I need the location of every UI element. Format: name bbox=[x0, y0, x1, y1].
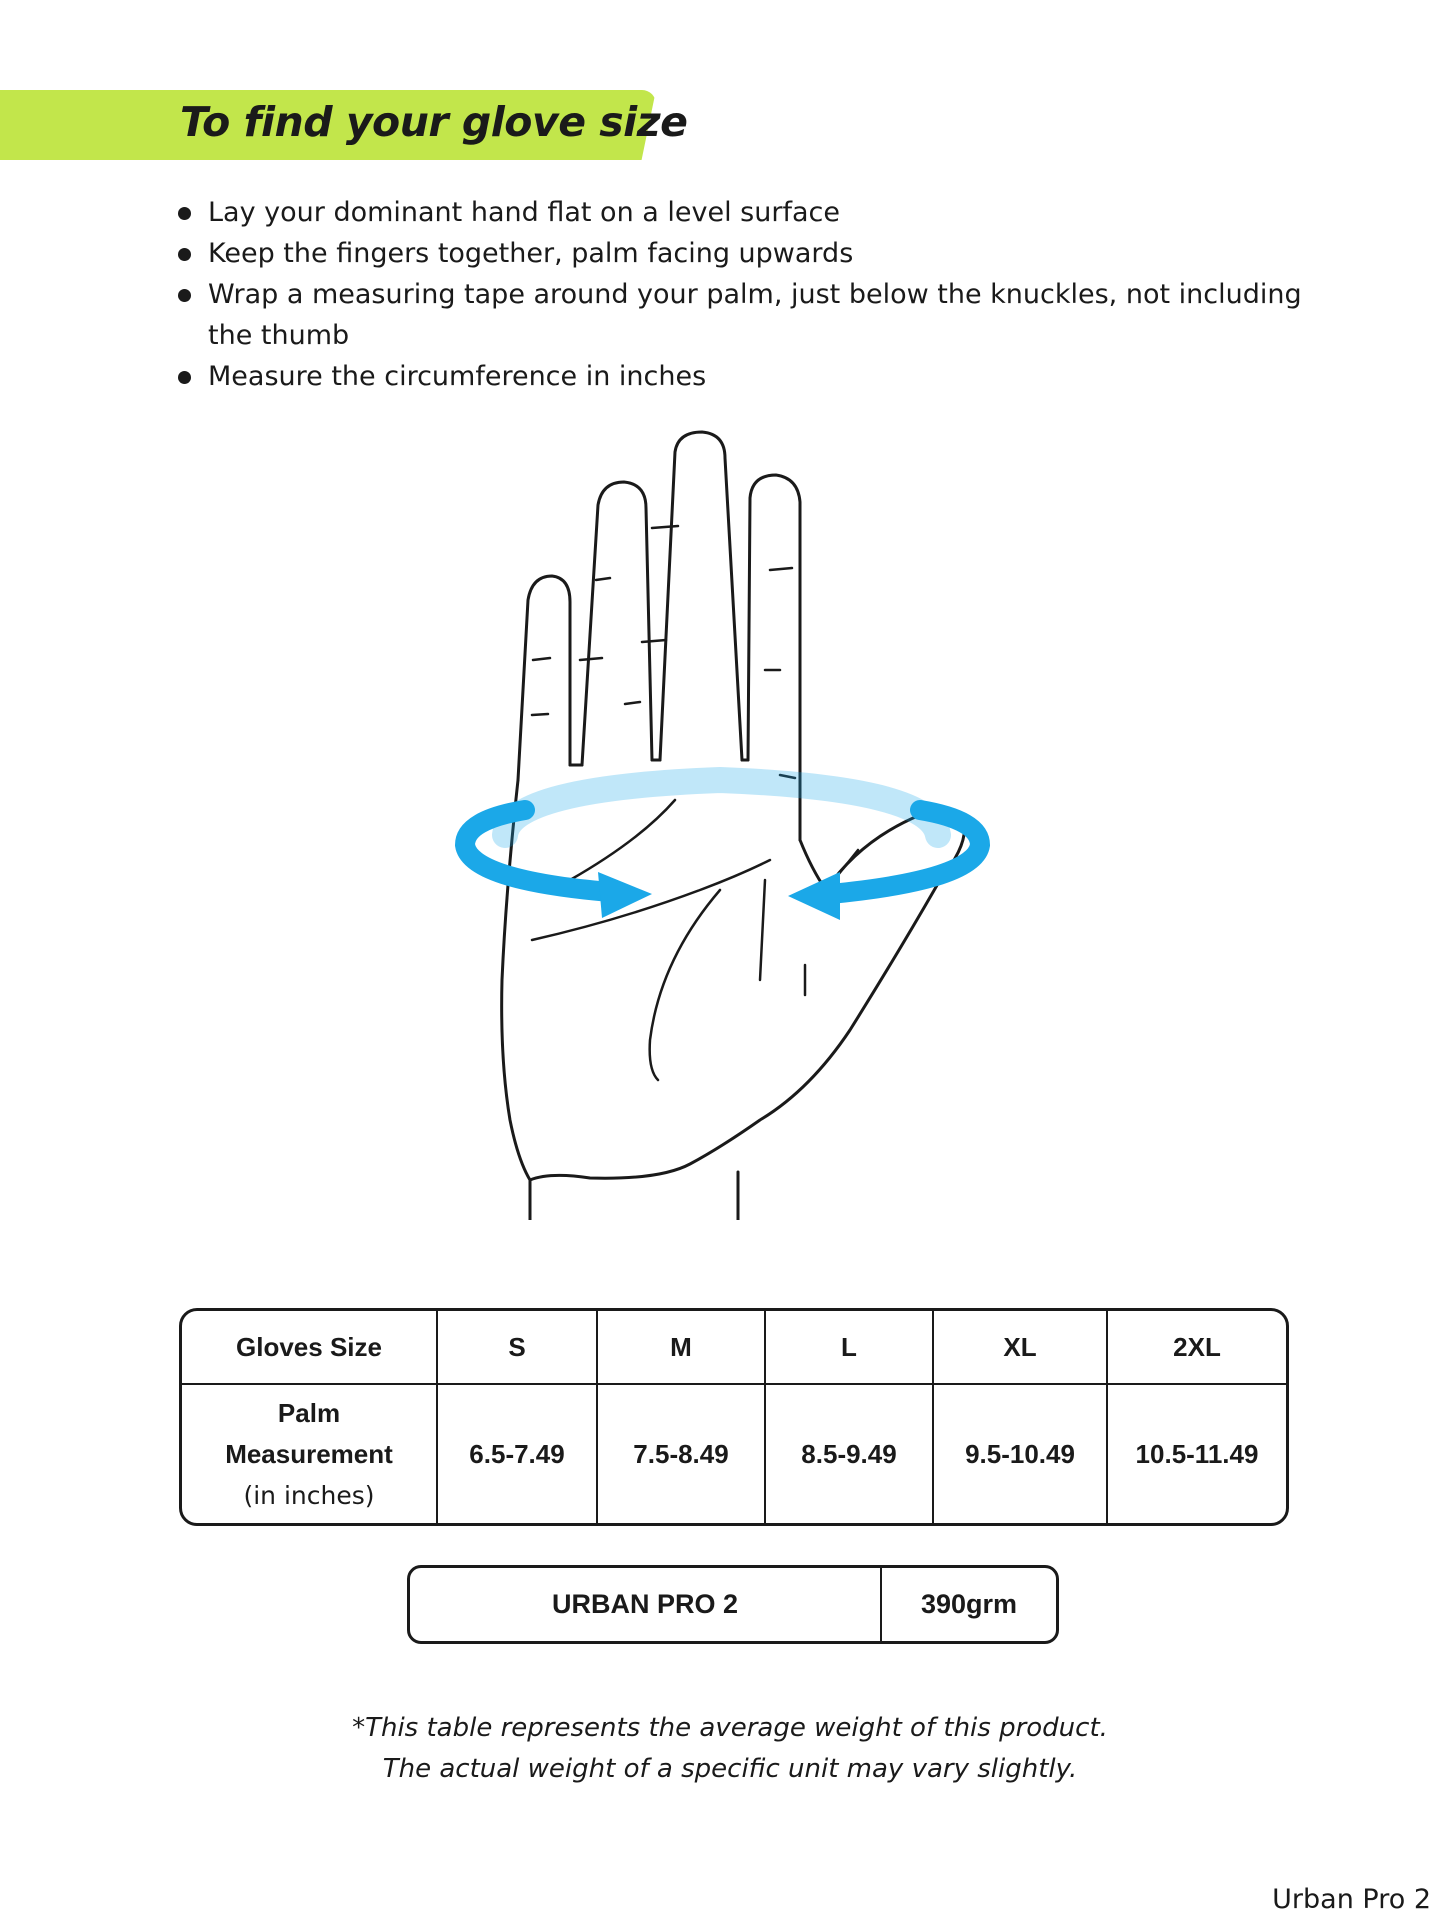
weight-table bbox=[407, 1565, 1059, 1644]
instruction-item: Measure the circumference in inches bbox=[176, 356, 1326, 397]
size-header-xl: XL bbox=[934, 1311, 1108, 1385]
disclaimer-line-1: *This table represents the average weight of this product. bbox=[352, 1713, 1108, 1743]
size-header-m: M bbox=[598, 1311, 766, 1385]
size-header-2xl: 2XL bbox=[1108, 1311, 1286, 1385]
size-chart-table bbox=[179, 1308, 1289, 1526]
measurement-m: 7.5-8.49 bbox=[598, 1385, 766, 1523]
row-label-line2: Measurement bbox=[225, 1438, 393, 1469]
size-header-s: S bbox=[438, 1311, 598, 1385]
table-header-label: Gloves Size bbox=[182, 1311, 438, 1385]
measurement-l: 8.5-9.49 bbox=[766, 1385, 934, 1523]
instruction-item: Keep the fingers together, palm facing upwards bbox=[176, 233, 1326, 274]
measurement-s: 6.5-7.49 bbox=[438, 1385, 598, 1523]
instruction-item: Wrap a measuring tape around your palm, just below the knuckles, not including the thumb bbox=[176, 274, 1326, 356]
hand-outline-icon bbox=[502, 432, 965, 1220]
weight-disclaimer bbox=[200, 1708, 1260, 1790]
product-name-cell: URBAN PRO 2 bbox=[410, 1568, 882, 1641]
disclaimer-line-2: The actual weight of a specific unit may vary slightly. bbox=[382, 1754, 1078, 1784]
footer-product-name: Urban Pro 2 bbox=[1272, 1884, 1431, 1915]
instruction-item: Lay your dominant hand flat on a level surface bbox=[176, 192, 1326, 233]
size-header-l: L bbox=[766, 1311, 934, 1385]
measuring-tape-arrow-icon bbox=[465, 780, 980, 920]
hand-measurement-illustration bbox=[420, 420, 1060, 1220]
page-title: To find your glove size bbox=[180, 98, 688, 146]
instruction-list bbox=[176, 192, 1326, 397]
measurement-2xl: 10.5-11.49 bbox=[1135, 1438, 1259, 1469]
row-label-line1: Palm bbox=[277, 1397, 341, 1428]
palm-measurement-label bbox=[182, 1385, 438, 1523]
product-weight-cell: 390grm bbox=[920, 1589, 1018, 1619]
row-label-unit: (in inches) bbox=[243, 1480, 375, 1510]
measurement-xl: 9.5-10.49 bbox=[934, 1385, 1108, 1523]
